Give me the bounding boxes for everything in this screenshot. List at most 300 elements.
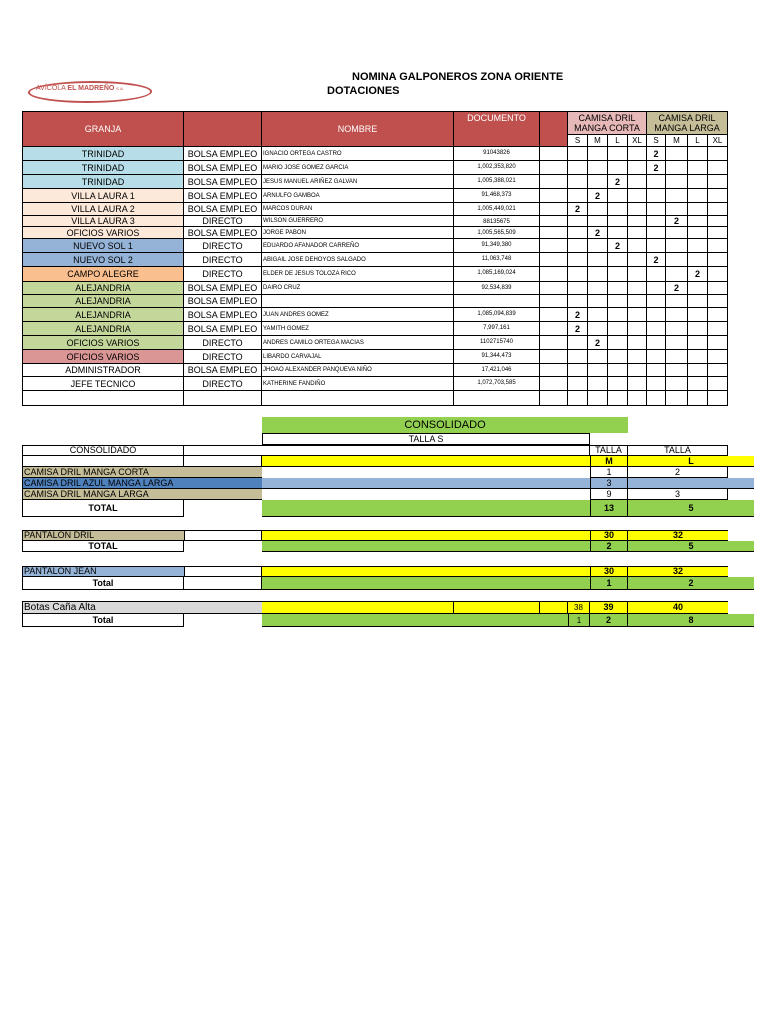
botas-total-38: 1 (568, 614, 590, 627)
row-documento: 1,005,565,509 (454, 227, 540, 239)
header-blank (540, 111, 568, 147)
row-size-lm (666, 322, 688, 336)
row-size-cl (608, 216, 628, 227)
page-subtitle: DOTACIONES (327, 85, 400, 97)
row-blank (540, 147, 568, 161)
row-size-cl (608, 227, 628, 239)
row-size-cl (608, 147, 628, 161)
row-blank (540, 377, 568, 391)
row-size-cxl (628, 216, 647, 227)
row-size-cm (588, 308, 608, 322)
row-size-cs (568, 227, 588, 239)
header-tipo (184, 111, 262, 147)
row-size-ls (647, 189, 666, 203)
row-size-lxl (708, 239, 728, 253)
row-size-lm (666, 189, 688, 203)
row-documento: 1,085,169,024 (454, 267, 540, 282)
row-size-ls (647, 216, 666, 227)
camisa-total-m: 13 (590, 500, 628, 517)
row-size-cm (588, 253, 608, 267)
pantalon-dril-fill (262, 530, 590, 541)
botas-total-label: Total (22, 614, 184, 627)
row-granja: OFICIOS VARIOS (22, 227, 184, 239)
row-size-ls (647, 322, 666, 336)
row-documento: 1,072,703,585 (454, 377, 540, 391)
pantalon-jean-total-blank (184, 577, 262, 590)
row-tipo: BOLSA EMPLEO (184, 364, 262, 377)
size-larga-0: S (647, 135, 666, 147)
row-size-lm (666, 336, 688, 350)
row-size-cm (588, 377, 608, 391)
row-size-ll (688, 350, 708, 364)
row-size-cxl (628, 227, 647, 239)
row-size-cm (588, 267, 608, 282)
row-size-cm (588, 161, 608, 175)
row-documento: 91,468,373 (454, 189, 540, 203)
row-size-cm (588, 203, 608, 216)
row-size-cs (568, 350, 588, 364)
row-size-cxl (628, 282, 647, 295)
row-size-lm (666, 239, 688, 253)
row-documento: 91,344,473 (454, 350, 540, 364)
row-size-lm (666, 364, 688, 377)
botas-total-fill (262, 614, 568, 627)
row-size-cxl (628, 189, 647, 203)
size-larga-3: XL (708, 135, 728, 147)
row-size-cl: 2 (608, 239, 628, 253)
empty-row-granja (22, 391, 184, 406)
row-size-cxl (628, 364, 647, 377)
row-size-cm (588, 175, 608, 189)
pantalon-dril-total-30: 2 (590, 541, 628, 552)
botas-39: 39 (590, 601, 628, 614)
row-size-ll (688, 364, 708, 377)
row-nombre: ABIGAIL JOSE DEHOYOS SALGADO (262, 253, 454, 267)
empty-row-nombre (262, 391, 454, 406)
row-size-cxl (628, 175, 647, 189)
row-size-cl (608, 267, 628, 282)
row-size-lxl (708, 267, 728, 282)
size-row-fill (262, 456, 590, 467)
size-corta-2: L (608, 135, 628, 147)
row-granja: VILLA LAURA 1 (22, 189, 184, 203)
pantalon-jean-fill (262, 566, 590, 577)
camisa-total-fill (262, 500, 590, 517)
row-size-ls (647, 282, 666, 295)
row-size-ll (688, 322, 708, 336)
row-size-cm (588, 239, 608, 253)
size-row-blank (184, 456, 262, 467)
pantalon-dril-total-fill (262, 541, 590, 552)
row-size-cxl (628, 147, 647, 161)
row-size-lxl (708, 350, 728, 364)
size-corta-0: S (568, 135, 588, 147)
row-documento: 11,063,748 (454, 253, 540, 267)
row-size-lm (666, 175, 688, 189)
row-size-cl (608, 336, 628, 350)
header-documento: DOCUMENTO (454, 111, 540, 147)
row-size-lxl (708, 308, 728, 322)
row-documento: 92,534,839 (454, 282, 540, 295)
row-size-cl (608, 377, 628, 391)
row-granja: ALEJANDRIA (22, 282, 184, 295)
row-size-lxl (708, 189, 728, 203)
row-size-lm (666, 147, 688, 161)
row-granja: ALEJANDRIA (22, 322, 184, 336)
row-size-lm: 2 (666, 216, 688, 227)
row-size-cm (588, 216, 608, 227)
camisa-larga-m: 9 (590, 489, 628, 500)
row-size-ll (688, 203, 708, 216)
row-size-ll (688, 161, 708, 175)
row-size-cs (568, 364, 588, 377)
row-granja: ALEJANDRIA (22, 295, 184, 308)
row-size-lxl (708, 322, 728, 336)
row-tipo: BOLSA EMPLEO (184, 189, 262, 203)
row-documento: 17,421,046 (454, 364, 540, 377)
row-granja: NUEVO SOL 2 (22, 253, 184, 267)
row-tipo: DIRECTO (184, 253, 262, 267)
row-documento: 91,349,380 (454, 239, 540, 253)
row-size-lxl (708, 216, 728, 227)
row-size-ll (688, 282, 708, 295)
size-larga-1: M (666, 135, 688, 147)
size-l: L (628, 456, 754, 467)
row-size-cxl (628, 308, 647, 322)
row-tipo: BOLSA EMPLEO (184, 295, 262, 308)
row-documento: 1,085,094,839 (454, 308, 540, 322)
row-blank (540, 322, 568, 336)
empty-row-size (708, 391, 728, 406)
row-size-cm (588, 282, 608, 295)
empty-row-size (568, 391, 588, 406)
header-camisa-corta: CAMISA DRIL MANGA CORTA (568, 111, 647, 135)
row-blank (540, 161, 568, 175)
logo-brand: AVÍCOLA (36, 85, 66, 92)
row-size-cm (588, 322, 608, 336)
row-documento: 1,002,353,820 (454, 161, 540, 175)
row-tipo: BOLSA EMPLEO (184, 175, 262, 189)
row-size-ll (688, 239, 708, 253)
empty-row-size (628, 391, 647, 406)
row-size-cs (568, 253, 588, 267)
row-granja: JEFE TECNICO (22, 377, 184, 391)
row-size-cxl (628, 350, 647, 364)
row-size-cm: 2 (588, 227, 608, 239)
row-nombre: JORGE PABON (262, 227, 454, 239)
row-size-ls (647, 377, 666, 391)
row-size-ls (647, 267, 666, 282)
row-size-cs (568, 336, 588, 350)
row-granja: TRINIDAD (22, 161, 184, 175)
row-size-ll (688, 308, 708, 322)
row-nombre: WILSON GUERRERO (262, 216, 454, 227)
size-row-label (22, 456, 184, 467)
row-size-ll (688, 377, 708, 391)
row-size-ll (688, 189, 708, 203)
row-size-lm (666, 377, 688, 391)
row-size-lm (666, 308, 688, 322)
consolidado-banner: CONSOLIDADO (262, 417, 628, 433)
row-documento: 1,005,449,021 (454, 203, 540, 216)
row-nombre: JESUS MANUEL ARIÑEZ GALVAN (262, 175, 454, 189)
row-size-lxl (708, 253, 728, 267)
empty-row-size (588, 391, 608, 406)
row-blank (540, 295, 568, 308)
row-blank (540, 267, 568, 282)
row-size-ls (647, 203, 666, 216)
row-blank (540, 336, 568, 350)
camisa-total-label: TOTAL (22, 500, 184, 517)
row-size-ll (688, 175, 708, 189)
row-size-lxl (708, 295, 728, 308)
row-nombre: LIBARDO CARVAJAL (262, 350, 454, 364)
row-size-cs (568, 295, 588, 308)
logo-suffix: S.A. (116, 86, 124, 91)
row-size-cm: 2 (588, 336, 608, 350)
consolidado-label: CONSOLIDADO (22, 445, 184, 456)
row-size-cl (608, 295, 628, 308)
row-nombre: YAMITH GOMEZ (262, 322, 454, 336)
row-documento: 1,005,388,021 (454, 175, 540, 189)
row-size-lxl (708, 203, 728, 216)
row-tipo: BOLSA EMPLEO (184, 322, 262, 336)
row-size-cs (568, 267, 588, 282)
pantalon-dril-blank (184, 530, 262, 541)
talla-header-l: TALLA (628, 445, 728, 456)
row-size-lxl (708, 175, 728, 189)
pantalon-jean-blank (184, 566, 262, 577)
row-tipo: DIRECTO (184, 216, 262, 227)
row-nombre: ANDRES CAMILO ORTEGA MACIAS (262, 336, 454, 350)
pantalon-jean-total-fill (262, 577, 590, 590)
row-granja: ADMINISTRADOR (22, 364, 184, 377)
consolidado-header-blank (184, 445, 590, 456)
row-size-cs: 2 (568, 322, 588, 336)
pantalon-jean-30: 30 (590, 566, 628, 577)
row-tipo: DIRECTO (184, 377, 262, 391)
row-size-lxl (708, 147, 728, 161)
row-documento: 88135675 (454, 216, 540, 227)
row-nombre: DAIRO CRUZ (262, 282, 454, 295)
row-size-lm (666, 267, 688, 282)
row-size-ll (688, 147, 708, 161)
row-granja: NUEVO SOL 1 (22, 239, 184, 253)
row-size-cl (608, 308, 628, 322)
row-size-lm (666, 203, 688, 216)
pantalon-jean-total-30: 1 (590, 577, 628, 590)
row-nombre: MARCOS DURAN (262, 203, 454, 216)
pantalon-dril-total-32: 5 (628, 541, 754, 552)
empty-row-size (666, 391, 688, 406)
row-size-cm (588, 350, 608, 364)
camisa-corta-label: CAMISA DRIL MANGA CORTA (22, 467, 262, 478)
camisa-total-l: 5 (628, 500, 754, 517)
row-size-lm (666, 253, 688, 267)
row-size-cxl (628, 267, 647, 282)
camisa-azul-l (628, 478, 754, 489)
row-tipo: BOLSA EMPLEO (184, 308, 262, 322)
logo-text (36, 85, 124, 92)
row-size-lm (666, 295, 688, 308)
size-m: M (590, 456, 628, 467)
row-blank (540, 203, 568, 216)
row-size-ls (647, 350, 666, 364)
row-size-cl (608, 282, 628, 295)
row-size-cs: 2 (568, 308, 588, 322)
row-size-cs (568, 282, 588, 295)
row-size-cm (588, 295, 608, 308)
empty-row-size (608, 391, 628, 406)
row-documento: 1102715740 (454, 336, 540, 350)
row-size-cs (568, 239, 588, 253)
botas-total-40: 8 (628, 614, 754, 627)
row-size-lm (666, 227, 688, 239)
row-size-lxl (708, 161, 728, 175)
row-size-lxl (708, 227, 728, 239)
row-tipo: BOLSA EMPLEO (184, 161, 262, 175)
row-nombre: ARNULFO GAMBOA (262, 189, 454, 203)
header-camisa-larga: CAMISA DRIL MANGA LARGA (647, 111, 728, 135)
row-size-cl: 2 (608, 175, 628, 189)
row-size-cm (588, 364, 608, 377)
empty-row-tipo (184, 391, 262, 406)
row-size-ll (688, 295, 708, 308)
row-blank (540, 189, 568, 203)
pantalon-dril-32: 32 (628, 530, 728, 541)
row-tipo: DIRECTO (184, 336, 262, 350)
row-size-lm: 2 (666, 282, 688, 295)
company-logo (28, 78, 154, 106)
row-size-cxl (628, 322, 647, 336)
size-corta-1: M (588, 135, 608, 147)
camisa-corta-m: 1 (590, 467, 628, 478)
empty-row-size (647, 391, 666, 406)
pantalon-dril-label: PANTALON DRIL (22, 530, 184, 541)
row-documento: 7,997,161 (454, 322, 540, 336)
empty-row-blank (540, 391, 568, 406)
row-granja: ALEJANDRIA (22, 308, 184, 322)
row-documento (454, 295, 540, 308)
pantalon-dril-total-label: TOTAL (22, 541, 184, 552)
botas-total-39: 2 (590, 614, 628, 627)
row-size-cxl (628, 377, 647, 391)
header-granja: GRANJA (22, 111, 184, 147)
row-tipo: BOLSA EMPLEO (184, 282, 262, 295)
camisa-azul-m: 3 (590, 478, 628, 489)
row-size-cxl (628, 253, 647, 267)
row-size-cs (568, 216, 588, 227)
row-tipo: BOLSA EMPLEO (184, 147, 262, 161)
row-size-cxl (628, 203, 647, 216)
row-nombre: ELDER DE JESUS TOLOZA RICO (262, 267, 454, 282)
camisa-larga-l: 3 (628, 489, 728, 500)
row-size-cs (568, 147, 588, 161)
row-granja: CAMPO ALEGRE (22, 267, 184, 282)
row-size-cl (608, 364, 628, 377)
row-granja: TRINIDAD (22, 175, 184, 189)
row-tipo: BOLSA EMPLEO (184, 227, 262, 239)
row-granja: TRINIDAD (22, 147, 184, 161)
row-size-cl (608, 161, 628, 175)
row-size-ls (647, 175, 666, 189)
row-size-ls (647, 239, 666, 253)
empty-row-doc (454, 391, 540, 406)
row-tipo: DIRECTO (184, 239, 262, 253)
row-size-cl (608, 350, 628, 364)
row-size-cs (568, 161, 588, 175)
row-size-cl (608, 322, 628, 336)
page-title: NOMINA GALPONEROS ZONA ORIENTE (352, 71, 564, 83)
botas-label: Botas Caña Alta (22, 601, 262, 614)
row-size-cxl (628, 295, 647, 308)
row-size-cxl (628, 239, 647, 253)
camisa-larga-label: CAMISA DRIL MANGA LARGA (22, 489, 262, 500)
row-blank (540, 227, 568, 239)
row-size-ls (647, 364, 666, 377)
row-size-ls (647, 308, 666, 322)
row-size-cs (568, 175, 588, 189)
row-size-cl (608, 253, 628, 267)
row-nombre: EDUARDO AFANADOR CARREÑO (262, 239, 454, 253)
logo-name: EL MADREÑO (67, 85, 115, 92)
camisa-corta-l: 2 (628, 467, 728, 478)
row-size-ll (688, 227, 708, 239)
row-size-ls: 2 (647, 161, 666, 175)
header-nombre: NOMBRE (262, 111, 454, 147)
row-size-ll (688, 336, 708, 350)
row-size-ls (647, 295, 666, 308)
row-nombre: KATHERINE FANDIÑO (262, 377, 454, 391)
row-blank (540, 364, 568, 377)
row-nombre (262, 295, 454, 308)
row-size-cxl (628, 336, 647, 350)
row-blank (540, 282, 568, 295)
row-size-cs (568, 189, 588, 203)
row-size-cs: 2 (568, 203, 588, 216)
row-size-cm (588, 147, 608, 161)
row-size-cm: 2 (588, 189, 608, 203)
botas-38: 38 (568, 601, 590, 614)
row-size-cs (568, 377, 588, 391)
row-granja: VILLA LAURA 3 (22, 216, 184, 227)
row-granja: OFICIOS VARIOS (22, 350, 184, 364)
botas-fill-1 (262, 601, 454, 614)
pantalon-jean-label: PANTALON JEAN (22, 566, 184, 577)
row-size-lxl (708, 364, 728, 377)
row-blank (540, 239, 568, 253)
size-corta-3: XL (628, 135, 647, 147)
row-size-ll (688, 253, 708, 267)
row-size-lxl (708, 282, 728, 295)
botas-fill-3 (540, 601, 568, 614)
size-larga-2: L (688, 135, 708, 147)
row-size-ls: 2 (647, 253, 666, 267)
row-nombre: JUAN ANDRES GOMEZ (262, 308, 454, 322)
talla-header-m: TALLA (590, 445, 628, 456)
pantalon-jean-total-32: 2 (628, 577, 754, 590)
row-tipo: BOLSA EMPLEO (184, 203, 262, 216)
row-tipo: DIRECTO (184, 350, 262, 364)
row-size-cxl (628, 161, 647, 175)
row-size-cl (608, 189, 628, 203)
row-size-lxl (708, 336, 728, 350)
botas-fill-2 (454, 601, 540, 614)
row-blank (540, 175, 568, 189)
row-size-lxl (708, 377, 728, 391)
botas-40: 40 (628, 601, 728, 614)
row-size-ls (647, 227, 666, 239)
